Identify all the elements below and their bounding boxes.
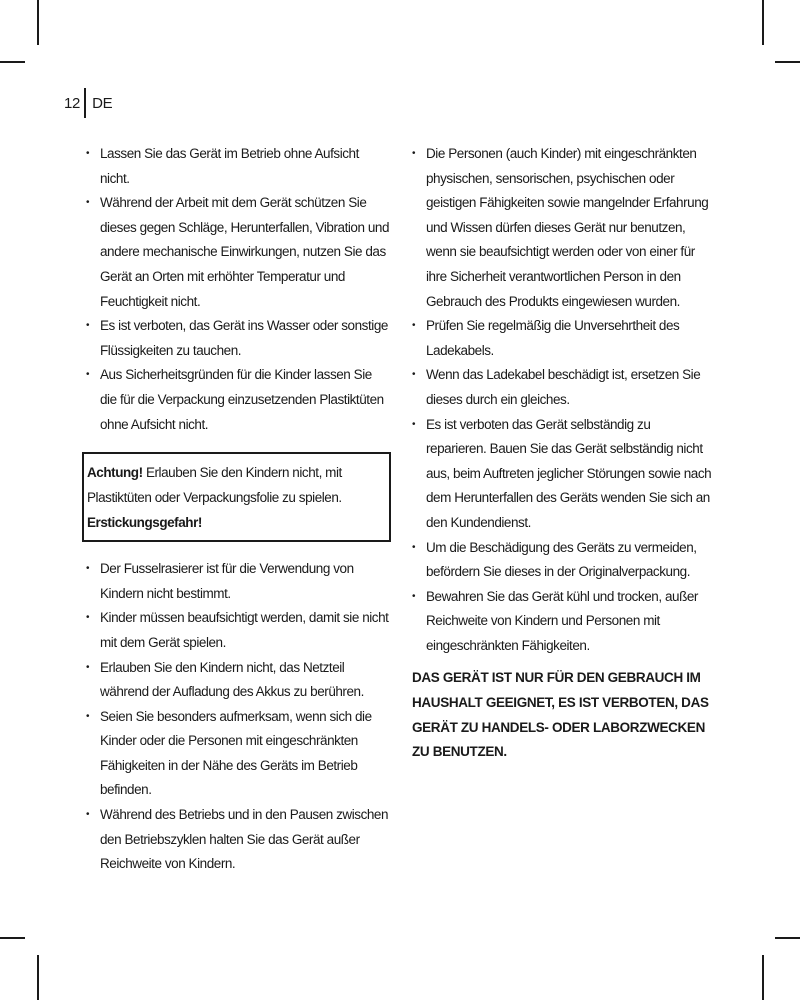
warning-label: Achtung! [87, 465, 143, 481]
left-column [86, 142, 391, 877]
page-number: 12 [64, 94, 81, 112]
list-item: • Während des Betriebs und in den Pausen zwischen den Betriebszyklen halten Sie das Gerät außer Reichweite von Kindern. [86, 803, 391, 877]
list-item: • Kinder müssen beaufsichtigt werden, damit sie nicht mit dem Gerät spielen. [86, 606, 391, 655]
list-item: • Seien Sie besonders aufmerksam, wenn sich die Kinder oder die Personen mit eingeschränkten Fähigkeiten in der Nähe des Geräts im Betrieb befinden. [86, 705, 391, 803]
list-item: • Um die Beschädigung des Geräts zu vermeiden, befördern Sie dieses in der Originalverpackung. [412, 536, 712, 585]
list-item: • Prüfen Sie regelmäßig die Unversehrtheit des Ladekabels. [412, 314, 712, 363]
crop-mark-bottom-right-horizontal [775, 937, 800, 939]
crop-mark-top-right-vertical [762, 0, 764, 45]
crop-mark-top-left-vertical [37, 0, 39, 45]
list-item: • Erlauben Sie den Kindern nicht, das Netzteil während der Aufladung des Akkus zu berühren. [86, 656, 391, 705]
list-item: • Es ist verboten das Gerät selbständig zu reparieren. Bauen Sie das Gerät selbständig nicht aus, beim Auftreten jeglicher Störungen sowie nach dem Herunterfallen des Geräts wenden Sie sich an den Kundendienst. [412, 413, 712, 536]
list-item: • Der Fusselrasierer ist für die Verwendung von Kindern nicht bestimmt. [86, 557, 391, 606]
crop-mark-bottom-right-vertical [762, 955, 764, 1000]
left-bullet-list-bottom [86, 557, 391, 877]
crop-mark-top-right-horizontal [775, 61, 800, 63]
list-item: • Wenn das Ladekabel beschädigt ist, ersetzen Sie dieses durch ein gleiches. [412, 363, 712, 412]
final-notice: DAS GERÄT IST NUR FÜR DEN GEBRAUCH IM HAUSHALT GEEIGNET, ES IST VERBOTEN, DAS GERÄT ZU HANDELS- ODER LABORZWECKEN ZU BENUTZEN. [412, 670, 709, 760]
crop-mark-bottom-left-horizontal [0, 937, 25, 939]
warning-emphasis: Erstickungsgefahr! [87, 515, 202, 531]
list-item: • Lassen Sie das Gerät im Betrieb ohne Aufsicht nicht. [86, 142, 391, 191]
crop-mark-bottom-left-vertical [37, 955, 39, 1000]
header-separator [84, 88, 86, 118]
crop-mark-top-left-horizontal [0, 61, 25, 63]
warning-box [82, 452, 391, 542]
right-column [412, 142, 712, 765]
page-header [64, 88, 112, 118]
list-item: • Während der Arbeit mit dem Gerät schützen Sie dieses gegen Schläge, Herunterfallen, Vibration und andere mechanische Einwirkungen, nutzen Sie das Gerät an Orten mit erhöhter Temperatur und Feuchtigkeit nicht. [86, 191, 391, 314]
language-code: DE [92, 94, 113, 112]
warning-text: Erlauben Sie den Kindern nicht, mit Plastiktüten oder Verpackungsfolie zu spielen. [87, 465, 342, 506]
left-bullet-list-top [86, 142, 391, 437]
list-item: • Bewahren Sie das Gerät kühl und trocken, außer Reichweite von Kindern und Personen mit eingeschränkten Fähigkeiten. [412, 585, 712, 659]
list-item: • Die Personen (auch Kinder) mit eingeschränkten physischen, sensorischen, psychischen oder geistigen Fähigkeiten sowie mangelnder Erfahrung und Wissen dürfen dieses Gerät nur benutzen, wenn sie beaufsichtigt werden oder von einer für ihre Sicherheit verantwortlichen Person in den Gebrauch des Produkts eingewiesen wurden. [412, 142, 712, 314]
right-bullet-list [412, 142, 712, 658]
list-item: • Aus Sicherheitsgründen für die Kinder lassen Sie die für die Verpackung einzusetzenden Plastiktüten ohne Aufsicht nicht. [86, 363, 391, 437]
list-item: • Es ist verboten, das Gerät ins Wasser oder sonstige Flüssigkeiten zu tauchen. [86, 314, 391, 363]
